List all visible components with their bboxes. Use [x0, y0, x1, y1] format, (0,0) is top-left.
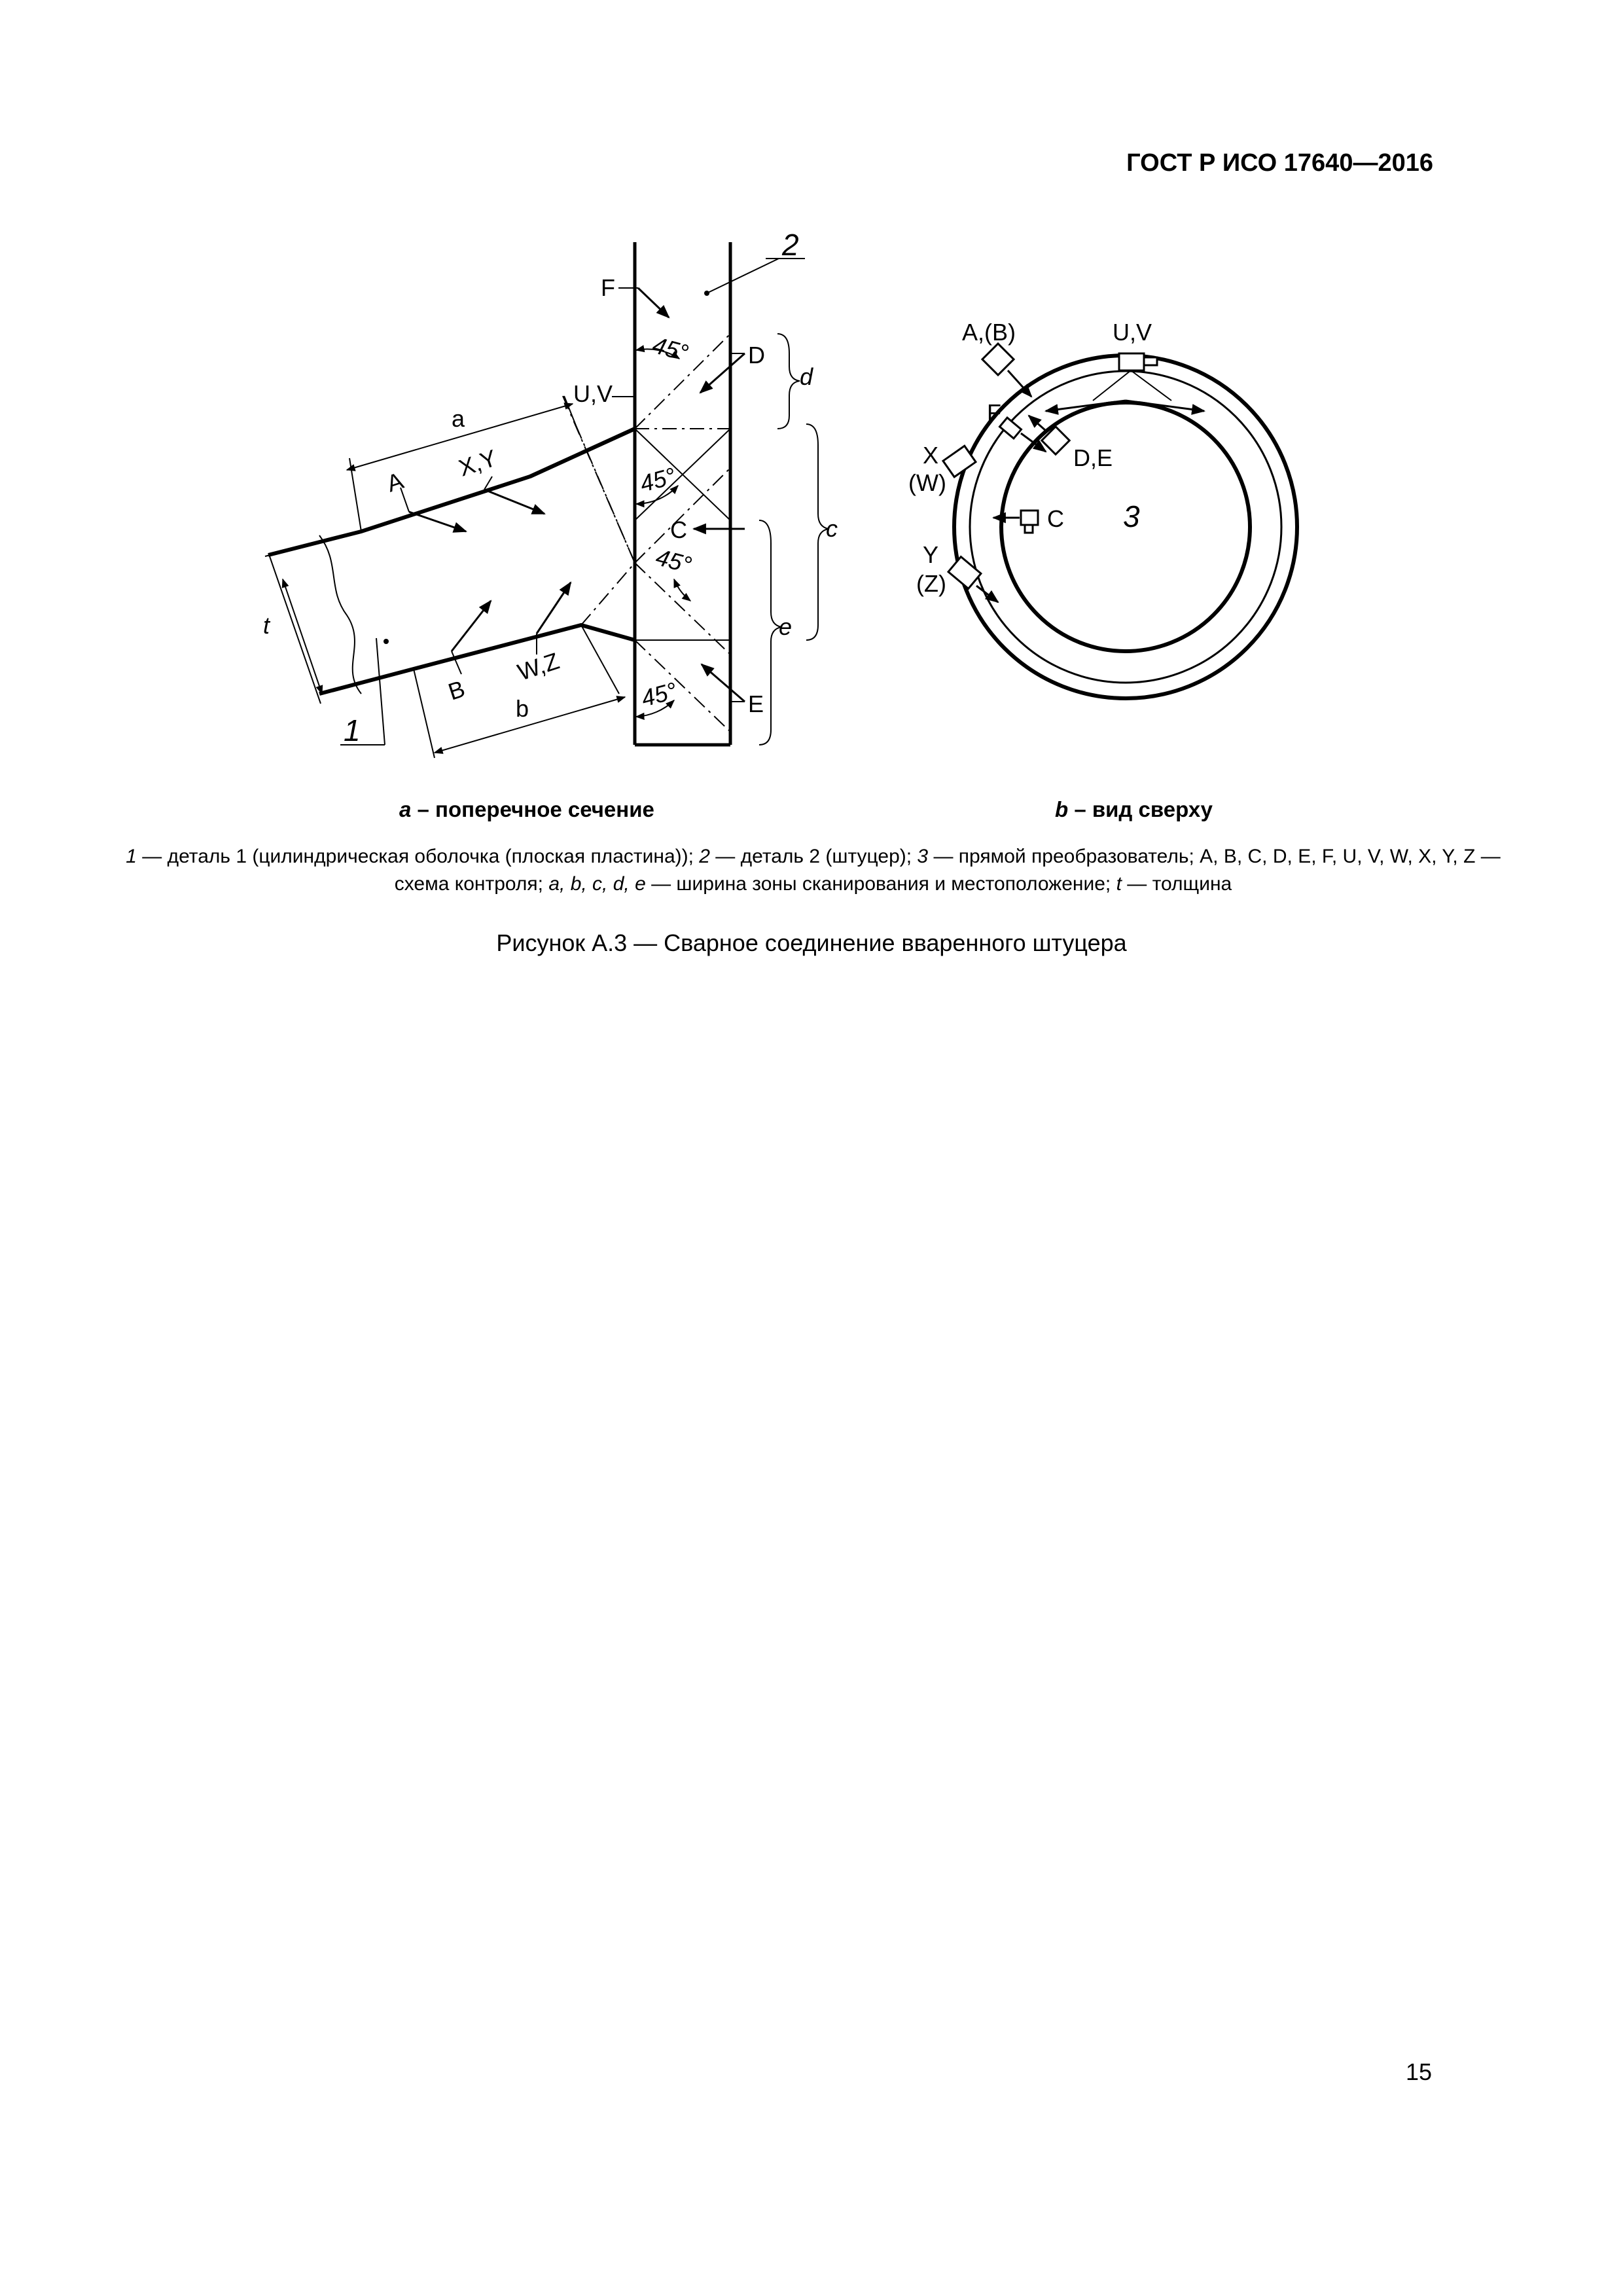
legend-t4: — ширина зоны сканирования и местоположение; — [645, 873, 1116, 895]
legend-n2: 2 — [699, 846, 710, 867]
label-top-F: F — [987, 399, 1001, 426]
top-view — [943, 344, 1297, 698]
label-F: F — [601, 274, 615, 301]
label-angle-4: 45° — [638, 677, 680, 712]
legend-n1: 1 — [126, 846, 137, 867]
label-A: A — [383, 467, 407, 497]
subcaption-b-letter: b — [1055, 797, 1069, 821]
label-d: d — [800, 363, 813, 390]
label-C: C — [670, 516, 687, 543]
part1-dot — [383, 639, 389, 644]
label-top-Y: Y — [923, 541, 939, 568]
label-top-W: (W) — [908, 469, 946, 496]
legend-t-letter: t — [1116, 873, 1122, 895]
label-D: D — [748, 342, 765, 368]
label-top-DE: D,E — [1073, 444, 1113, 471]
label-B: B — [444, 675, 469, 706]
subcaption-a-letter: a — [399, 797, 412, 821]
label-top-X: X — [923, 442, 939, 469]
label-angle-3: 45° — [652, 543, 695, 579]
label-E: E — [748, 691, 764, 717]
label-top-Z: (Z) — [916, 570, 946, 597]
legend-t1: — деталь 1 (цилиндрическая оболочка (плоская пластина)); — [136, 846, 700, 867]
label-top-C: C — [1047, 505, 1064, 532]
figure-caption: Рисунок А.3 — Сварное соединение вваренного штуцера — [496, 929, 1127, 956]
label-part2: 2 — [782, 228, 799, 262]
cross-section-view — [265, 242, 829, 758]
label-XY: X,Y — [455, 444, 500, 482]
subcaption-b-text: – вид сверху — [1068, 797, 1213, 821]
label-angle-2: 45° — [637, 462, 679, 497]
legend-n3: 3 — [917, 846, 929, 867]
subcaption-a-text: – поперечное сечение — [411, 797, 654, 821]
label-a: a — [452, 405, 465, 432]
document-header: ГОСТ Р ИСО 17640—2016 — [1126, 149, 1433, 177]
legend-t5: — толщина — [1121, 873, 1232, 895]
figure-drawing — [0, 0, 1623, 785]
legend-t2: — деталь 2 (штуцер); — [709, 846, 918, 867]
label-part3: 3 — [1123, 499, 1140, 533]
subcaption-a — [399, 797, 654, 822]
label-part1: 1 — [344, 713, 361, 747]
legend-letters: a, b, c, d, e — [548, 873, 646, 895]
label-top-AB: A,(B) — [962, 319, 1016, 346]
label-WZ: W,Z — [514, 647, 563, 686]
label-UV: U,V — [573, 380, 613, 407]
label-t: t — [263, 612, 270, 639]
label-angle-1: 45° — [649, 331, 692, 367]
subcaption-b — [1055, 797, 1213, 822]
label-c: c — [826, 515, 838, 542]
label-b: b — [516, 695, 529, 722]
label-e: e — [779, 613, 793, 640]
part2-dot — [704, 291, 709, 296]
page-number: 15 — [1405, 2058, 1432, 2085]
figure-legend — [111, 843, 1515, 898]
label-top-UV: U,V — [1113, 319, 1152, 346]
legend-t3: — прямой преобразователь; A, B, C, D, E, F, U, V, W, X, Y, Z — схема контроля; — [394, 846, 1501, 895]
